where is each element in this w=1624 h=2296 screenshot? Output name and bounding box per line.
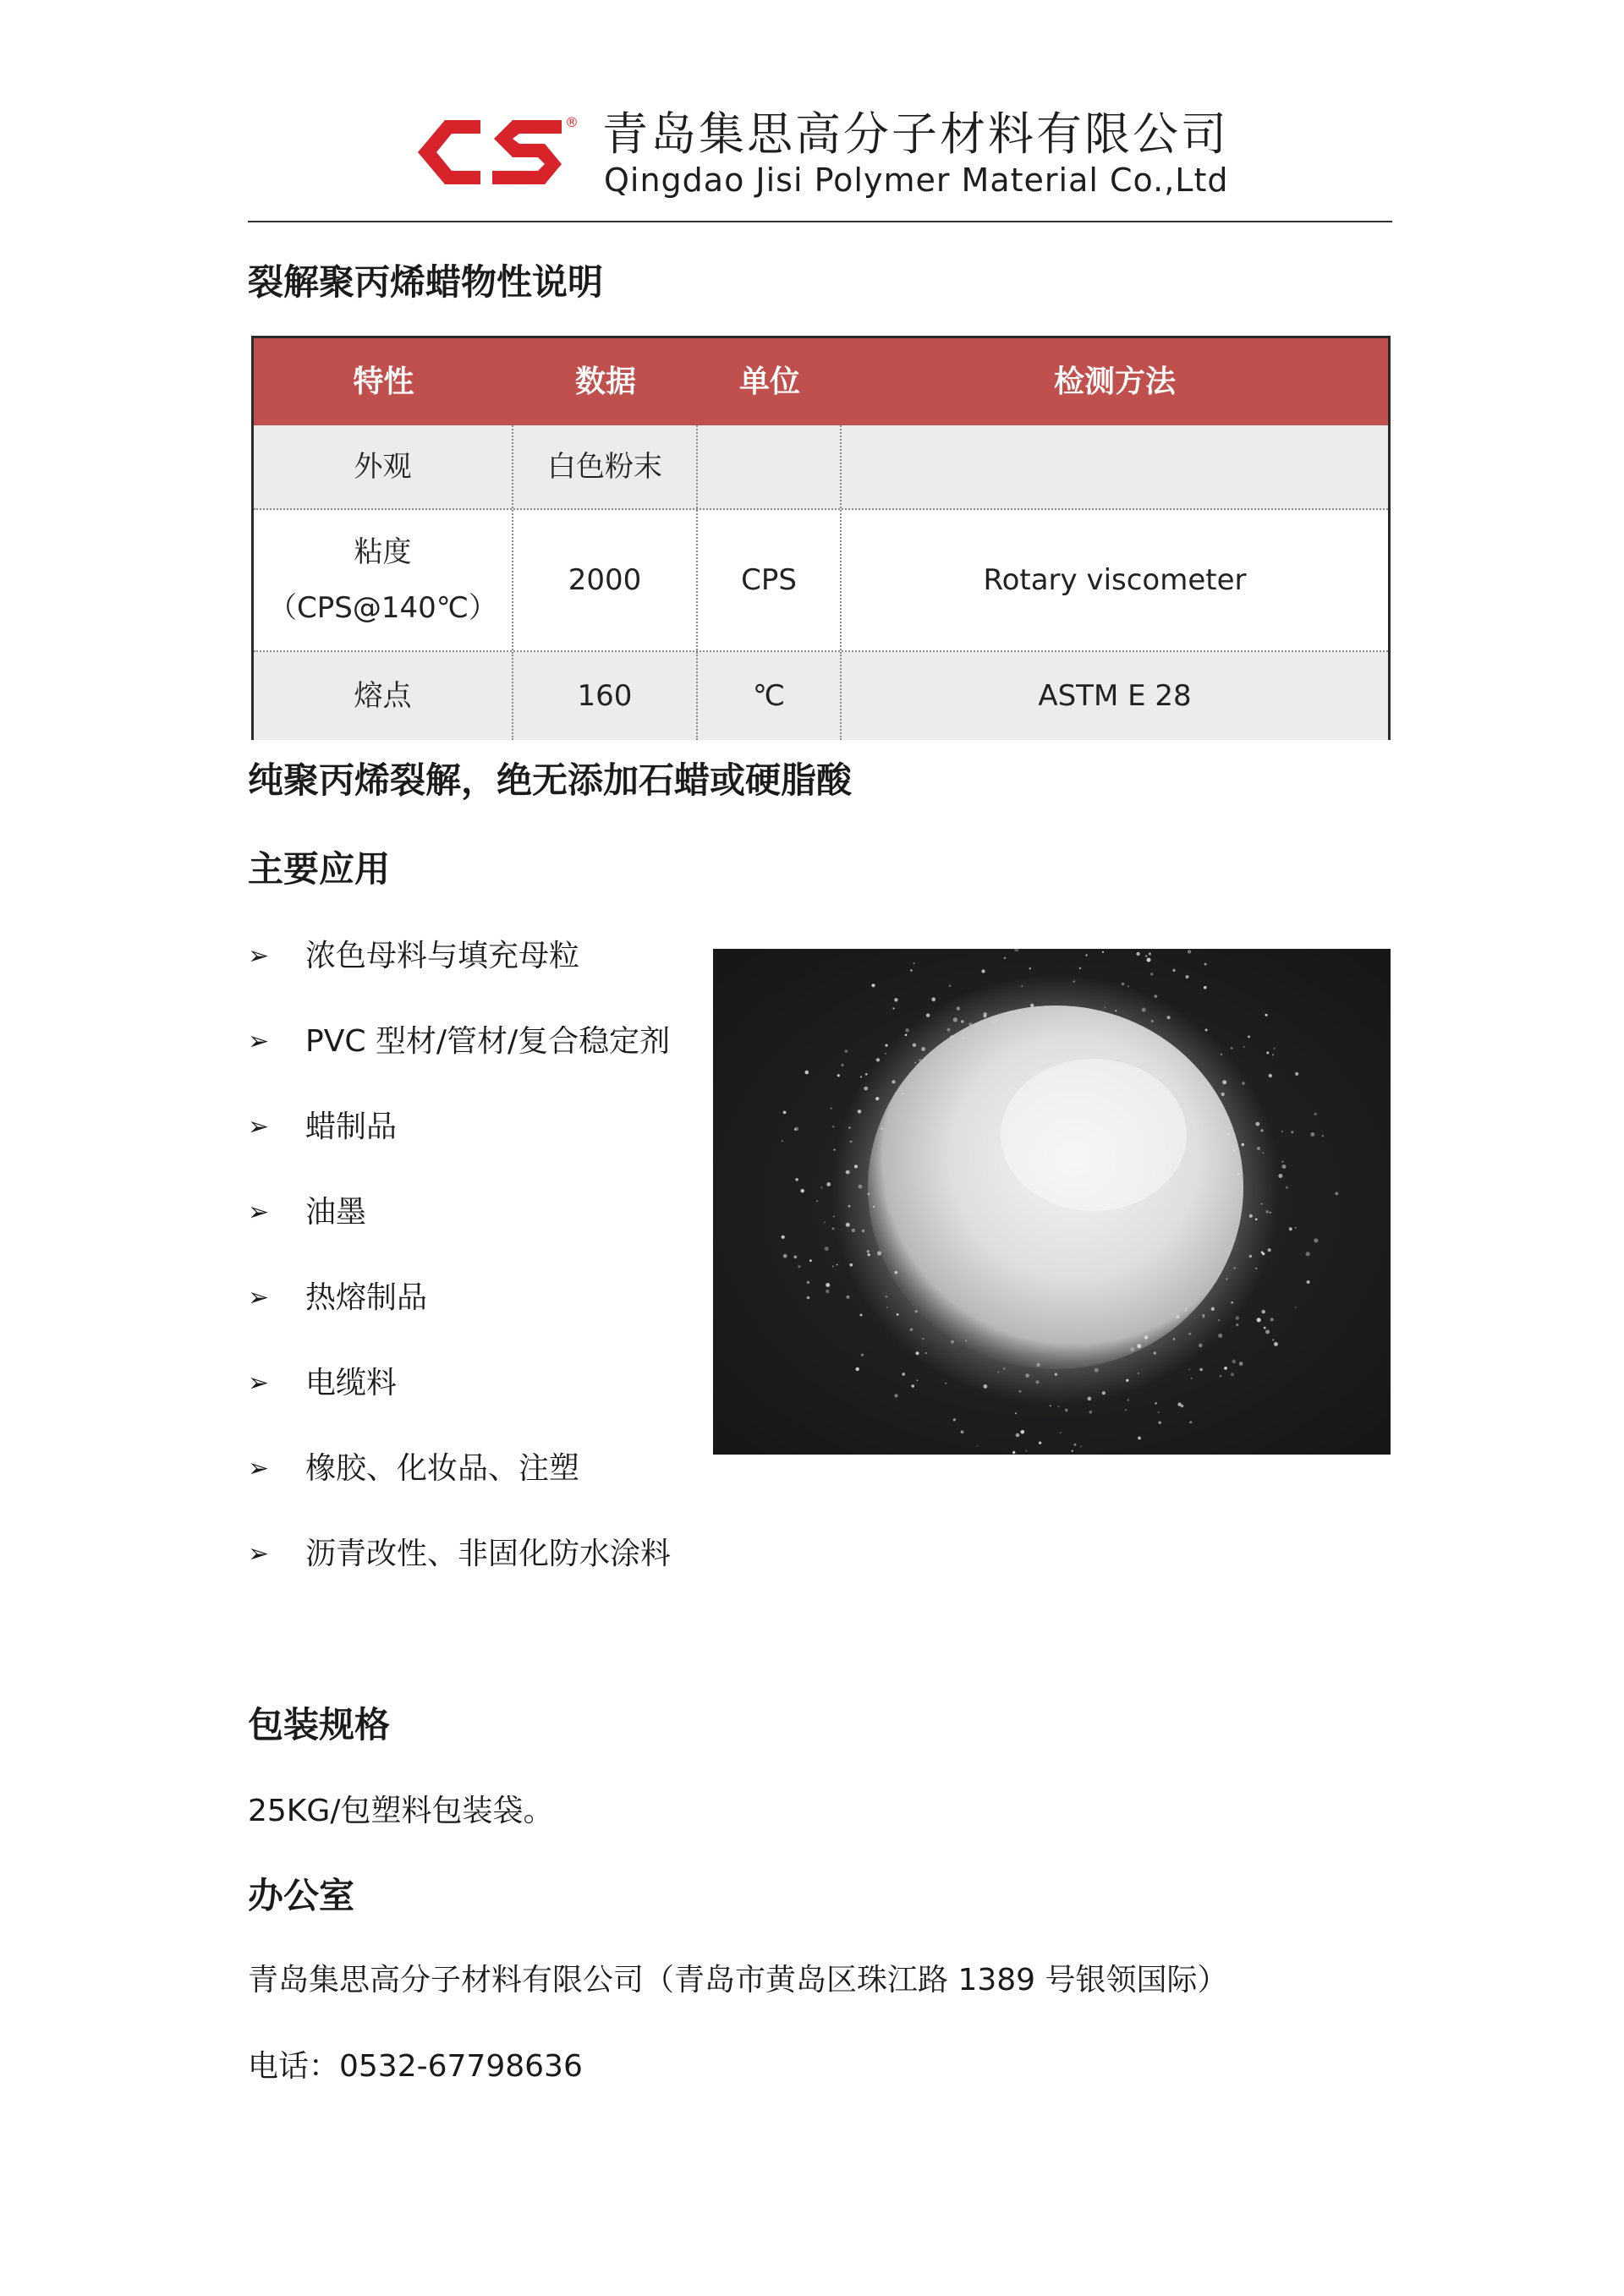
applications-list xyxy=(248,929,671,1612)
property-cell xyxy=(254,652,513,740)
table-row xyxy=(254,652,1388,740)
list-item xyxy=(248,1099,671,1185)
property-sublabel: （CPS@140℃） xyxy=(268,591,497,625)
table-header-cell: 单位 xyxy=(738,364,800,399)
method-cell: Rotary viscometer xyxy=(983,563,1247,597)
company-name-cn: 青岛集思高分子材料有限公司 xyxy=(602,107,1229,161)
table-header-cell: 特性 xyxy=(353,364,414,399)
list-item xyxy=(248,1526,671,1612)
office-address: 青岛集思高分子材料有限公司（青岛市黄岛区珠江路 1389 号银领国际） xyxy=(248,1963,1228,1997)
arrow-bullet-icon: ➢ xyxy=(248,941,270,971)
registered-mark: ® xyxy=(565,114,579,130)
table-header-cell: 数据 xyxy=(574,364,636,399)
page-title: 裂解聚丙烯蜡物性说明 xyxy=(248,261,604,303)
list-item xyxy=(248,1441,671,1526)
arrow-bullet-icon: ➢ xyxy=(248,1368,270,1398)
property-label: 粘度 xyxy=(354,535,412,569)
list-item xyxy=(248,929,671,1014)
packaging-heading: 包装规格 xyxy=(248,1704,391,1745)
list-item-text: PVC 型材/管材/复合稳定剂 xyxy=(305,1024,671,1059)
property-label: 熔点 xyxy=(354,679,412,713)
white-powder-photo xyxy=(713,949,1391,1455)
packaging-text: 25KG/包塑料包装袋。 xyxy=(248,1794,554,1828)
arrow-bullet-icon: ➢ xyxy=(248,1197,270,1227)
table-row xyxy=(254,425,1388,510)
value-cell: 160 xyxy=(513,652,698,740)
list-item-text: 热熔制品 xyxy=(305,1280,428,1315)
arrow-bullet-icon: ➢ xyxy=(248,1112,270,1142)
header-divider xyxy=(248,221,1392,222)
method-cell: ASTM E 28 xyxy=(1038,679,1192,713)
value-cell: 2000 xyxy=(513,510,698,650)
table-row xyxy=(254,510,1388,652)
property-cell xyxy=(254,510,513,650)
company-name-en: Qingdao Jisi Polymer Material Co.,Ltd xyxy=(604,162,1229,199)
list-item xyxy=(248,1185,671,1270)
purity-statement: 纯聚丙烯裂解，绝无添加石蜡或硬脂酸 xyxy=(248,759,853,801)
arrow-bullet-icon: ➢ xyxy=(248,1539,270,1569)
unit-cell: CPS xyxy=(698,510,842,650)
list-item-text: 蜡制品 xyxy=(305,1110,398,1144)
jisi-logo-icon xyxy=(411,108,580,197)
list-item xyxy=(248,1356,671,1441)
method-cell xyxy=(842,425,1388,508)
list-item-text: 沥青改性、非固化防水涂料 xyxy=(305,1537,672,1571)
arrow-bullet-icon: ➢ xyxy=(248,1283,270,1312)
office-heading: 办公室 xyxy=(248,1875,355,1916)
office-phone: 电话：0532-67798636 xyxy=(248,2049,583,2084)
applications-heading: 主要应用 xyxy=(248,848,391,890)
list-item-text: 油墨 xyxy=(305,1195,367,1230)
table-header-row xyxy=(254,338,1388,425)
arrow-bullet-icon: ➢ xyxy=(248,1027,270,1056)
list-item xyxy=(248,1270,671,1356)
list-item-text: 浓色母料与填充母粒 xyxy=(305,939,580,973)
unit-cell xyxy=(698,425,842,508)
arrow-bullet-icon: ➢ xyxy=(248,1454,270,1483)
list-item xyxy=(248,1014,671,1099)
unit-cell: ℃ xyxy=(698,652,842,740)
table-header-cell: 检测方法 xyxy=(1053,364,1176,399)
property-cell xyxy=(254,425,513,508)
value-cell: 白色粉末 xyxy=(513,425,698,508)
spec-table xyxy=(251,336,1391,740)
list-item-text: 橡胶、化妆品、注塑 xyxy=(305,1451,580,1486)
property-label: 外观 xyxy=(354,450,412,484)
list-item-text: 电缆料 xyxy=(305,1366,398,1400)
